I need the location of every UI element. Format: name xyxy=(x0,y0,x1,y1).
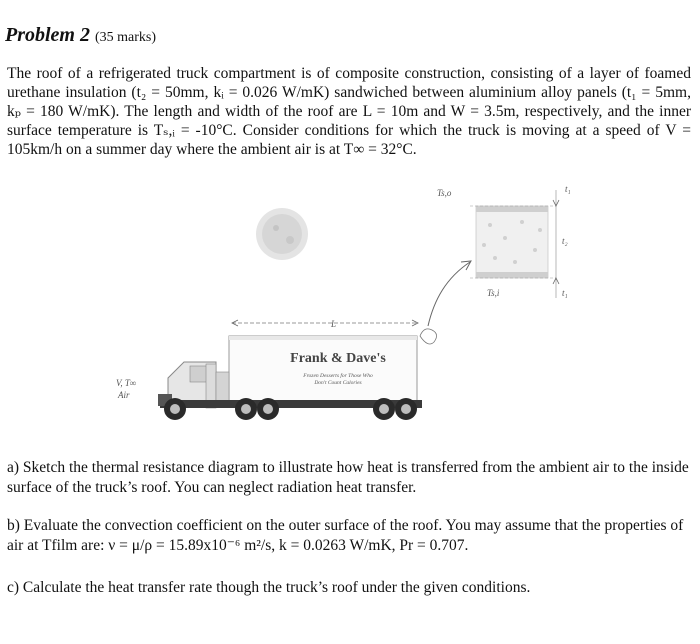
label-length: L xyxy=(331,319,337,329)
label-velocity-temperature: V, T∞ xyxy=(116,378,137,388)
detail-pointer-arrow xyxy=(420,261,471,344)
label-t1-bottom: t₁ xyxy=(562,288,568,298)
question-a: a) Sketch the thermal resistance diagram to illustrate how heat is transferred from the ambient air to the inside surface of the truck’s roof. You can neglect radiation heat transfer. xyxy=(7,459,689,496)
problem-title: Problem 2 xyxy=(5,24,90,46)
truck-brand-name: Frank & Dave's xyxy=(290,351,386,366)
label-t2: t₂ xyxy=(562,236,568,246)
question-b: b) Evaluate the convection coefficient on the outer surface of the roof. You may assume that the properties of air at Tfilm are: ν = μ/ρ = 15.89x10⁻⁶ m²/s, k = 0.0263 W/mK, Pr = 0.707. xyxy=(7,517,684,554)
label-t1-top: t₁ xyxy=(565,184,571,194)
label-tso: Ts,o xyxy=(437,188,452,198)
truck-tagline-1: Frozen Desserts for Those Who xyxy=(303,373,373,379)
truck-illustration xyxy=(116,336,422,420)
length-dimension xyxy=(232,319,418,329)
texture-circle xyxy=(256,208,308,260)
roof-section-detail xyxy=(437,184,571,298)
label-tsi: Ts,i xyxy=(487,288,500,298)
truck-tagline-2: Don't Count Calories xyxy=(314,380,362,386)
front-wheel xyxy=(164,398,186,420)
question-c: c) Calculate the heat transfer rate though the truck’s roof under the given conditions. xyxy=(7,579,531,596)
problem-marks: (35 marks) xyxy=(95,30,157,45)
problem-statement: The roof of a refrigerated truck compartment is of composite construction, consisting of a layer of foamed urethane insulation (t₂ = 50mm, kᵢ = 0.026 W/mK) sandwiched between aluminium alloy panels (t₁ = 5mm, kₚ = 180 W/mK). The length and width of the roof are L = 10m and W = 3.5m, respectively, and the inner surface temperature is Tₛ,ᵢ = -10°C. Consider conditions for which the truck is moving at a speed of V = 105km/h on a summer day where the ambient air is at T∞ = 32°C. xyxy=(7,65,691,158)
label-air: Air xyxy=(118,390,130,400)
